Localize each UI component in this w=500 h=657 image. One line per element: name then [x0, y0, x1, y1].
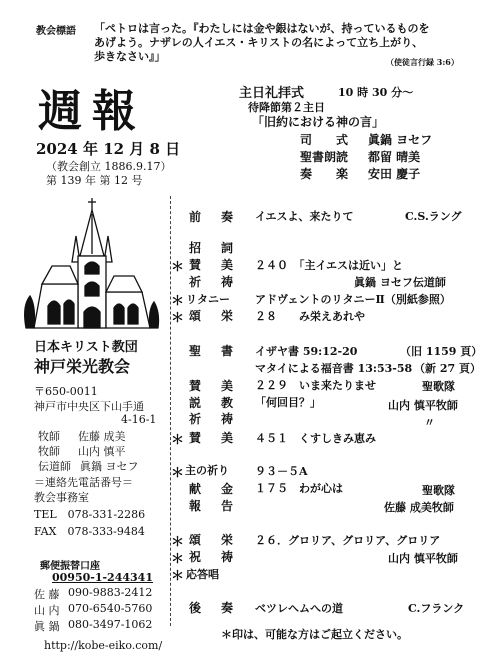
- program-content: 「何回目？」: [255, 396, 321, 409]
- motto-line: 歩きなさい』」: [94, 50, 166, 63]
- service-title: 主日礼拝式: [239, 86, 305, 101]
- motto-line: あげよう。ナザレの人イエス・キリストの名によって立ち上がり、: [94, 36, 424, 49]
- role-name: 都留 晴美: [368, 150, 421, 164]
- program-label: 賛 美: [189, 258, 238, 272]
- program-label: 賛 美: [189, 431, 238, 445]
- standing-mark: ＊: [171, 294, 185, 309]
- fax: FAX 078-333-9484: [34, 525, 145, 538]
- program-right: 聖歌隊: [422, 484, 455, 497]
- program-right: 眞鍋 ヨセフ伝道師: [354, 276, 446, 289]
- program-content: マタイによる福音書 13:53-58: [255, 362, 413, 375]
- church-name: 神戸栄光教会: [34, 357, 131, 376]
- program-content: ２８ み栄えあれや: [255, 310, 365, 323]
- postal-code: 〒650-0011: [34, 385, 98, 398]
- program-content: ９３－５A: [255, 465, 308, 478]
- program-right: 聖歌隊: [422, 380, 455, 393]
- program-label: 祝 祷: [189, 550, 238, 564]
- standing-mark: ＊: [171, 466, 185, 481]
- phone-number: 070-6540-5760: [68, 602, 153, 615]
- role-name: 眞鍋 ヨセフ: [368, 133, 433, 147]
- program-right: （旧 1159 頁）: [400, 345, 483, 358]
- program-label: 応答唱: [186, 568, 219, 581]
- standing-mark: ＊: [171, 260, 185, 275]
- phone-name: 山 内: [34, 604, 60, 617]
- program-label: 報 告: [189, 499, 238, 513]
- staff-role: 牧師: [38, 445, 60, 458]
- phone-name: 眞 鍋: [34, 620, 60, 633]
- motto-source: （使徒言行録 3:6）: [386, 57, 459, 67]
- program-label: 後 奏: [189, 601, 238, 615]
- program-content: １７５ わが心は: [255, 482, 343, 495]
- program-content: ４５１ くすしきみ恵み: [255, 432, 376, 445]
- role-label: 聖書朗読: [300, 150, 349, 164]
- program-content: アドヴェントのリタニーⅡ（別紙参照）: [255, 293, 451, 306]
- motto-line: 「ペトロは言った。『わたしには金や銀はないが、持っているものを: [94, 22, 430, 35]
- postal-transfer-number: 00950-1-244341: [52, 571, 153, 584]
- motto-label: 教会標語: [36, 26, 76, 37]
- program-content: ２４０ 「主イエスは近い」と: [255, 259, 404, 272]
- founded-date: （教会創立 1886.9.17）: [46, 160, 172, 173]
- program-content: イエスよ、来たりて: [255, 210, 354, 223]
- staff-role: 牧師: [38, 430, 60, 443]
- program-content: ２２９ いま来たりませ: [255, 379, 376, 392]
- standing-mark: ＊: [171, 535, 185, 550]
- phone-name: 佐 藤: [34, 588, 60, 601]
- program-content: イザヤ書 59:12-20: [255, 345, 358, 358]
- staff-name: 佐藤 成美: [78, 430, 126, 443]
- program-right: 山内 慎平牧師: [388, 399, 458, 412]
- program-label: 主の祈り: [185, 464, 229, 477]
- liturgical-week: 待降節第２主日: [248, 101, 325, 114]
- role-label: 司 式: [300, 133, 349, 147]
- program-right: 〃: [424, 416, 435, 429]
- standing-mark: ＊: [171, 552, 185, 567]
- staff-name: 眞鍋 ヨセフ: [80, 460, 139, 473]
- program-label: 頌 栄: [189, 533, 238, 547]
- program-right: C.S.ラング: [405, 210, 462, 223]
- role-label: 奏 楽: [300, 167, 349, 181]
- program-right: 山内 慎平牧師: [388, 552, 458, 565]
- church-illustration: [22, 196, 162, 331]
- church-organization: 日本キリスト教団: [34, 340, 138, 355]
- program-label: 賛 美: [189, 379, 238, 393]
- service-time: 10 時 30 分～: [338, 86, 414, 99]
- program-right: （新 27 頁）: [414, 362, 481, 375]
- role-name: 安田 慶子: [368, 167, 421, 181]
- program-label: 祈 祷: [189, 412, 238, 426]
- program-label: 説 教: [189, 396, 238, 410]
- program-label: 祈 祷: [189, 275, 238, 289]
- staff-name: 山内 慎平: [78, 445, 126, 458]
- website-url[interactable]: http://kobe-eiko.com/: [44, 639, 163, 652]
- postal-transfer-title: 郵便振替口座: [40, 561, 100, 572]
- program-label: 前 奏: [189, 210, 238, 224]
- program-right: C.フランク: [408, 602, 465, 615]
- phone-number: 090-9883-2412: [68, 586, 153, 599]
- program-label: 聖 書: [189, 344, 238, 358]
- standing-mark: ＊: [171, 311, 185, 326]
- program-label: リタニー: [186, 293, 230, 306]
- address-line: 4-16-1: [121, 413, 157, 426]
- program-label: 献 金: [189, 482, 238, 496]
- program-label: 頌 栄: [189, 309, 238, 323]
- telephone: TEL 078-331-2286: [34, 508, 146, 521]
- program-content: ベツレヘムへの道: [255, 602, 343, 615]
- volume-number: 第 139 年 第 12 号: [46, 174, 143, 187]
- contact-note: ＝連絡先電話番号＝: [34, 476, 133, 489]
- contact-note: 教会事務室: [34, 491, 89, 504]
- staff-role: 伝道師: [38, 460, 71, 473]
- standing-note: ＊印は、可能な方はご起立ください。: [221, 628, 408, 641]
- bulletin-title: 週報: [38, 86, 146, 137]
- address-line: 神戸市中央区下山手通: [34, 400, 144, 413]
- bulletin-date: 2024 年 12 月 8 日: [36, 140, 181, 158]
- program-content: ２６．グロリア、グロリア、グロリア: [255, 534, 441, 547]
- standing-mark: ＊: [171, 569, 185, 584]
- service-theme: 「旧約における神の言」: [252, 115, 385, 129]
- program-label: 招 詞: [189, 241, 238, 255]
- program-right: 佐藤 成美牧師: [384, 501, 454, 514]
- phone-number: 080-3497-1062: [68, 618, 153, 631]
- standing-mark: ＊: [171, 433, 185, 448]
